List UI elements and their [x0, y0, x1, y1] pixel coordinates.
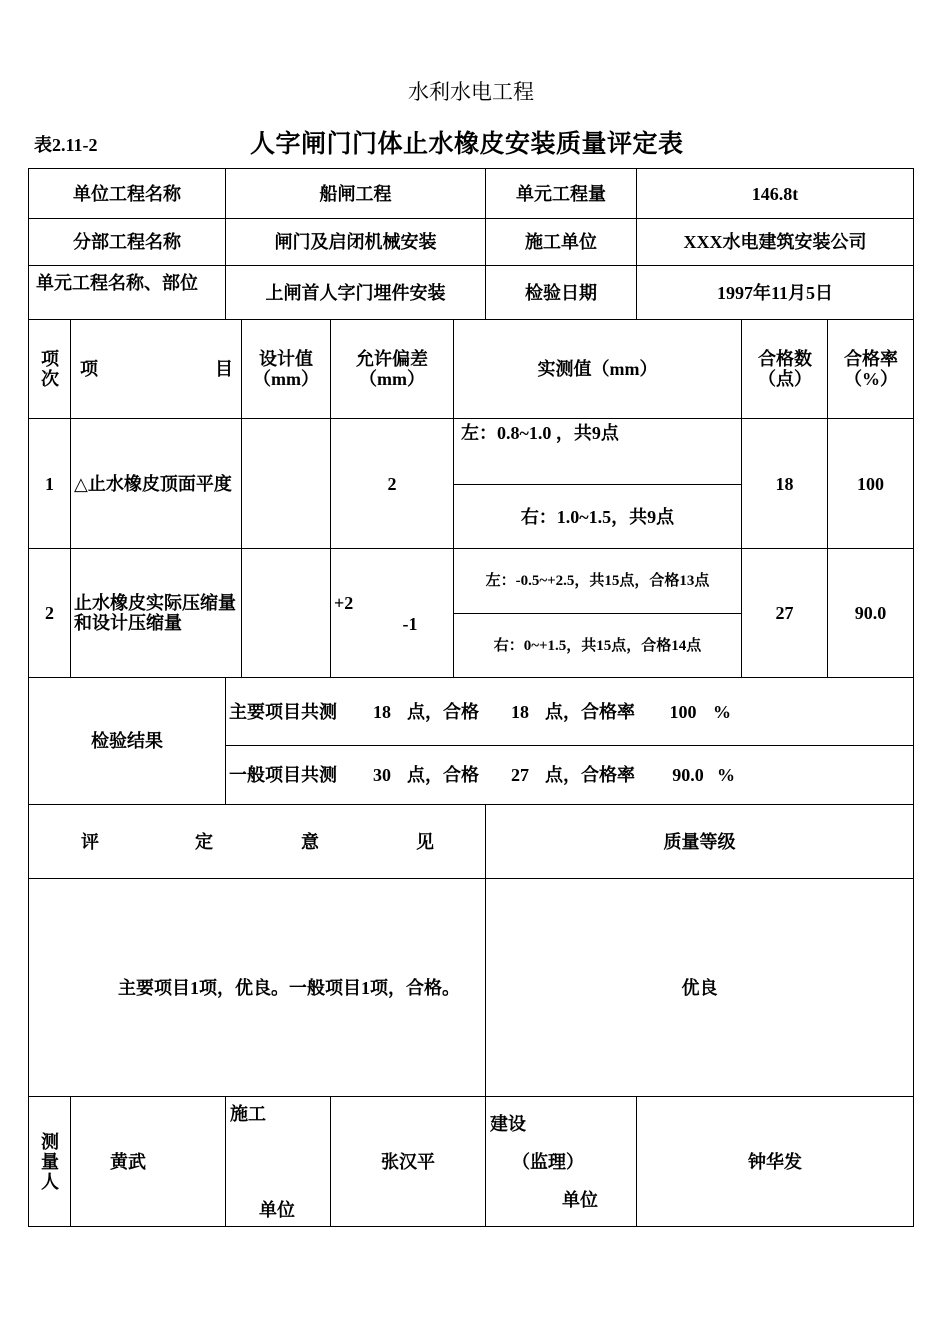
construction-signer-name: 张汉平	[381, 1151, 435, 1172]
super-title: 水利水电工程	[408, 80, 534, 104]
main-unit: %	[713, 701, 731, 722]
owner-label-1: 建设	[490, 1114, 526, 1134]
row-tolerance: 2	[387, 473, 397, 494]
form-code: 表2.11-2	[34, 135, 98, 155]
page-title: 人字闸门门体止水橡皮安装质量评定表	[250, 131, 684, 158]
main-rate: 100	[669, 701, 697, 722]
quality-grade-value: 优良	[681, 977, 718, 998]
col-design-header: 设计值（mm）	[253, 349, 319, 389]
col-item-header-b: 目	[215, 359, 233, 379]
construction-label-bottom: 单位	[259, 1200, 295, 1220]
row-seq: 1	[45, 473, 54, 494]
row-pass-rate: 100	[857, 473, 884, 494]
row-design	[242, 549, 330, 677]
opinion-char: 意	[301, 831, 319, 852]
owner-signer-name: 钟华发	[748, 1151, 802, 1172]
row-pass-rate: 90.0	[854, 603, 887, 623]
contractor-value: XXX水电建筑安装公司	[683, 232, 867, 252]
row-measured-right: 右：1.0~1.5，共9点	[520, 506, 675, 527]
row-pass-count: 18	[775, 473, 794, 494]
main-passed: 18	[511, 701, 529, 722]
col-pass-rate-header: 合格率（%）	[844, 349, 898, 389]
row-design	[242, 419, 330, 548]
opinion-char: 见	[416, 831, 434, 852]
surveyor-name: 黄武	[110, 1151, 146, 1172]
element-value: 上闸首人字门埋件安装	[265, 282, 446, 303]
general-rate: 90.0	[672, 765, 704, 785]
main-prefix: 主要项目共测	[229, 701, 337, 722]
row-tolerance-lower: -1	[402, 614, 418, 634]
col-measured-header: 实测值（mm）	[537, 359, 658, 379]
row-measured-right: 右：0~+1.5，共15点，合格14点	[493, 637, 702, 654]
sub-project-value: 闸门及启闭机械安装	[274, 232, 437, 252]
row-tolerance-upper: +2	[334, 593, 354, 613]
col-pass-count-header: 合格数（点）	[758, 349, 812, 389]
row-pass-count: 27	[775, 603, 794, 623]
row-measured-left: 左：-0.5~+2.5，共15点，合格13点	[485, 573, 710, 589]
opinion-char: 评	[81, 831, 99, 852]
surveyor-label: 测量人	[41, 1131, 59, 1192]
general-rate-label: 点，合格率	[545, 765, 635, 785]
general-unit: %	[717, 765, 735, 785]
general-mid: 点，合格	[407, 765, 479, 785]
row-item: 止水橡皮实际压缩量和设计压缩量	[74, 593, 236, 633]
sub-project-label: 分部工程名称	[73, 232, 181, 252]
general-total: 30	[373, 765, 391, 785]
inspection-result-label: 检验结果	[91, 731, 163, 751]
row-item: △止水橡皮顶面平度	[74, 473, 232, 494]
unit-quantity-label: 单元工程量	[516, 183, 606, 204]
col-tolerance-header: 允许偏差（mm）	[356, 349, 428, 389]
inspection-date-value: 1997年11月5日	[716, 282, 833, 303]
col-item-header-a: 项	[80, 359, 98, 379]
general-passed: 27	[511, 765, 529, 785]
unit-quantity-value: 146.8t	[751, 183, 799, 204]
owner-label-2: （监理）	[512, 1152, 584, 1172]
inspection-date-label: 检验日期	[525, 282, 597, 303]
element-label: 单元工程名称、部位	[36, 273, 198, 293]
quality-grade-label: 质量等级	[663, 831, 736, 852]
main-rate-label: 点，合格率	[545, 701, 635, 722]
unit-project-value: 船闸工程	[319, 183, 392, 204]
owner-label-3: 单位	[562, 1190, 598, 1210]
row-seq: 2	[45, 603, 54, 623]
evaluation-opinion-text: 主要项目1项，优良。一般项目1项，合格。	[118, 977, 460, 998]
contractor-label: 施工单位	[525, 232, 597, 252]
unit-project-label: 单位工程名称	[73, 183, 181, 204]
opinion-char: 定	[195, 831, 213, 852]
construction-label-top: 施工	[230, 1104, 266, 1124]
row-measured-left: 左：0.8~1.0 ，共9点	[461, 423, 619, 443]
main-total: 18	[373, 701, 391, 722]
col-seq-header: 项次	[41, 349, 59, 389]
main-mid: 点，合格	[407, 701, 479, 722]
general-prefix: 一般项目共测	[229, 765, 337, 785]
